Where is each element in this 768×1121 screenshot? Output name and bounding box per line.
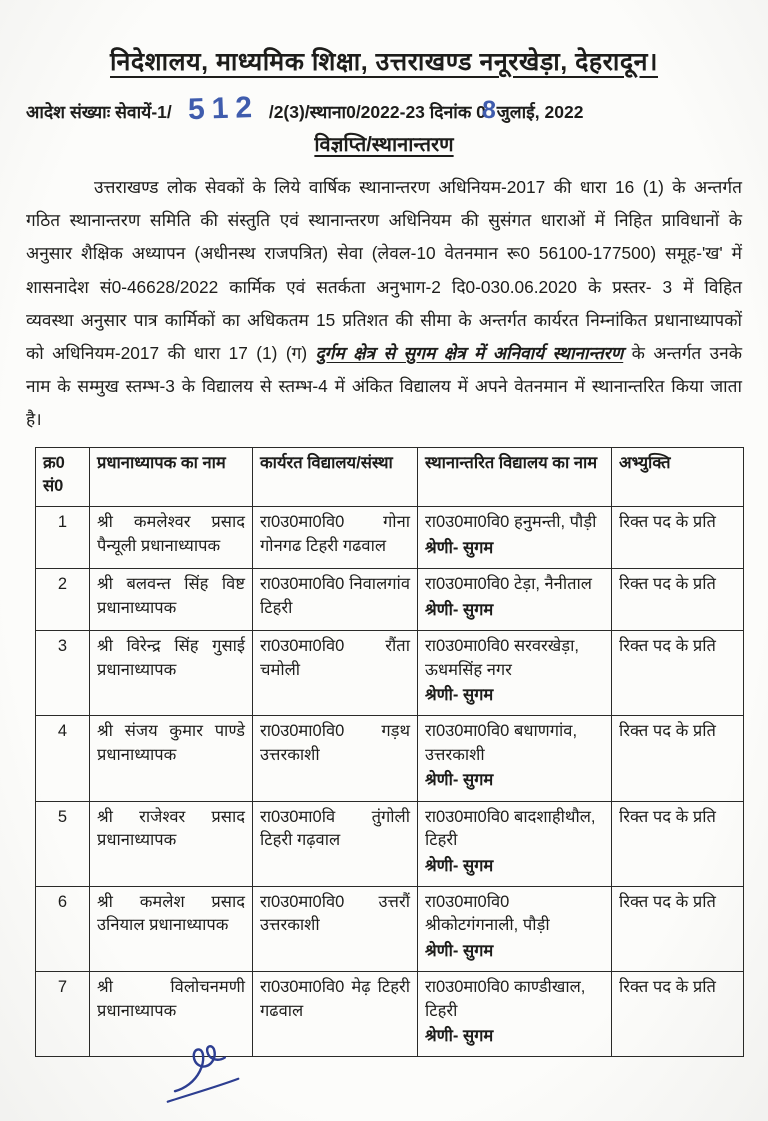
- cell-headmaster-name: श्री राजेश्वर प्रसाद प्रधानाध्यापक: [90, 801, 253, 886]
- cell-serial: 7: [36, 972, 90, 1057]
- cell-headmaster-name: श्री बलवन्त सिंह विष्ट प्रधानाध्यापक: [90, 569, 253, 631]
- handwritten-order-number: 512: [187, 90, 260, 127]
- transfer-category: श्रेणी- सुगम: [425, 686, 494, 704]
- col-header-serial: क्र0 सं0: [36, 447, 90, 507]
- transfer-category: श्रेणी- सुगम: [425, 600, 494, 619]
- transferred-school-name: रा0उ0मा0वि0 सरवरखेड़ा, ऊधमसिंह नगर: [425, 637, 579, 679]
- handwritten-signature-icon: [157, 1032, 282, 1118]
- cell-headmaster-name: श्री विरेन्द्र सिंह गुसाई प्रधानाध्यापक: [90, 631, 253, 716]
- cell-headmaster-name: श्री संजय कुमार पाण्डे प्रधानाध्यापक: [90, 716, 253, 801]
- cell-transferred-school: [418, 716, 612, 801]
- cell-transferred-school: [418, 886, 612, 971]
- order-number-line: [26, 90, 742, 127]
- transfer-category: श्रेणी- सुगम: [425, 1027, 494, 1046]
- cell-headmaster-name: श्री कमलेश्वर प्रसाद पैन्यूली प्रधानाध्यापक: [90, 507, 253, 569]
- col-header-headmaster-name: प्रधानाध्यापक का नाम: [90, 447, 253, 507]
- transferred-school-name: रा0उ0मा0वि0 श्रीकोटगंगनाली, पौड़ी: [425, 892, 550, 935]
- table-row: [36, 569, 744, 631]
- transferred-school-name: रा0उ0मा0वि0 हनुमन्ती, पौड़ी: [425, 513, 597, 532]
- cell-remark: रिक्त पद के प्रति: [612, 801, 744, 886]
- table-row: [36, 886, 744, 971]
- cell-current-school: रा0उ0मा0वि0 उत्तरौं उत्तरकाशी: [253, 886, 418, 971]
- order-body-paragraph: [26, 171, 742, 437]
- cell-remark: रिक्त पद के प्रति: [612, 716, 744, 801]
- cell-remark: रिक्त पद के प्रति: [612, 972, 744, 1057]
- paragraph-part1: उत्तराखण्ड लोक सेवकों के लिये वार्षिक स्थानान्तरण अधिनियम-2017 की धारा 16 (1) के अन्तर्गत गठित स्थानान्तरण समिति की संस्तुति एवं स्थानान्तरण अधिनियम की सुसंगत धाराओं में निहित प्राविधानों के अनुसार शैक्षिक अध्यापन (अधीनस्थ राजपत्रित) सेवा (लेवल-10 वेतनमान रू0 56100-177500) समूह-'ख' में शासनादेश सं0-46628/2022 कार्मिक एवं सतर्कता अनुभाग-2 दि0-030.06.2020 के प्रस्तर- 3 में विहित व्यवस्था अनुसार पात्र कार्मिकों का अधिकतम 15 प्रतिशत की सीमा के अन्तर्गत कार्यरत निम्नांकित प्रधानाध्यापकों को अधिनियम-2017 की धारा 17 (1) (ग): [26, 177, 742, 364]
- cell-transferred-school: [418, 972, 612, 1057]
- cell-current-school: रा0उ0मा0वि0 मेढ़ टिहरी गढवाल: [253, 972, 418, 1057]
- document-subtitle: विज्ञप्ति/स्थानान्तरण: [314, 134, 454, 156]
- cell-serial: 3: [36, 631, 90, 716]
- cell-remark: रिक्त पद के प्रति: [612, 886, 744, 971]
- transferred-school-name: रा0उ0मा0वि0 काण्डीखाल, टिहरी: [425, 978, 586, 1020]
- cell-remark: रिक्त पद के प्रति: [612, 507, 744, 569]
- cell-current-school: रा0उ0मा0वि0 गोना गोनगढ टिहरी गढवाल: [253, 507, 418, 569]
- cell-transferred-school: [418, 801, 612, 886]
- cell-current-school: रा0उ0मा0वि तुंगोली टिहरी गढ़वाल: [253, 801, 418, 886]
- table-row: [36, 801, 744, 886]
- transferred-school-name: रा0उ0मा0वि0 बधाणगांव, उत्तरकाशी: [425, 722, 578, 764]
- transfer-category: श्रेणी- सुगम: [425, 856, 494, 875]
- col-header-transferred-school: स्थानान्तरित विद्यालय का नाम: [418, 447, 612, 507]
- order-number-prefix: आदेश संख्याः सेवायें-1/: [26, 102, 172, 122]
- col-header-current-school: कार्यरत विद्यालय/संस्था: [253, 447, 418, 507]
- table-row: [36, 631, 744, 716]
- col-header-remarks: अभ्युक्ति: [612, 447, 744, 507]
- cell-remark: रिक्त पद के प्रति: [612, 569, 744, 631]
- transferred-school-name: रा0उ0मा0वि0 बादशाहीथौल, टिहरी: [425, 807, 596, 850]
- document-title: निदेशालय, माध्यमिक शिक्षा, उत्तराखण्ड ननूरखेड़ा, देहरादून।: [110, 48, 658, 76]
- cell-remark: रिक्त पद के प्रति: [612, 631, 744, 716]
- table-row: [36, 972, 744, 1057]
- order-number-middle: /2(3)/स्थाना0/2022-23 दिनांक 0: [268, 102, 486, 122]
- cell-transferred-school: [418, 507, 612, 569]
- cell-current-school: रा0उ0मा0वि0 रौंता चमोली: [253, 631, 418, 716]
- table-row: [36, 716, 744, 801]
- cell-headmaster-name: श्री कमलेश प्रसाद उनियाल प्रधानाध्यापक: [90, 886, 253, 971]
- cell-serial: 1: [36, 507, 90, 569]
- cell-transferred-school: [418, 569, 612, 631]
- cell-transferred-school: [418, 631, 612, 716]
- cell-serial: 4: [36, 716, 90, 801]
- paragraph-emphasis: दुर्गम क्षेत्र से सुगम क्षेत्र में अनिवार्य स्थानान्तरण: [315, 343, 624, 364]
- cell-current-school: रा0उ0मा0वि0 गड़थ उत्तरकाशी: [253, 716, 418, 801]
- order-number-suffix: जुलाई, 2022: [496, 102, 584, 122]
- cell-serial: 6: [36, 886, 90, 971]
- transfer-category: श्रेणी- सुगम: [425, 771, 494, 790]
- cell-current-school: रा0उ0मा0वि0 निवालगांव टिहरी: [253, 569, 418, 631]
- transfer-table: [35, 447, 744, 1058]
- cell-serial: 5: [36, 801, 90, 886]
- transfer-category: श्रेणी- सुगम: [425, 538, 494, 557]
- cell-headmaster-name: श्री विलोचनमणी प्रधानाध्यापक: [90, 972, 253, 1057]
- table-header-row: [36, 447, 744, 507]
- cell-serial: 2: [36, 569, 90, 631]
- handwritten-date-digit: 8: [481, 95, 497, 125]
- transfer-category: श्रेणी- सुगम: [425, 941, 494, 960]
- paragraph-part2: के अन्तर्गत उनके नाम के सम्मुख स्तम्भ-3 के विद्यालय से स्तम्भ-4 में अंकित विद्यालय में अपने वेतनमान में स्थानान्तरित किया जाता है।: [26, 343, 743, 430]
- transferred-school-name: रा0उ0मा0वि0 टेड़ा, नैनीताल: [425, 575, 592, 594]
- table-row: [36, 507, 744, 569]
